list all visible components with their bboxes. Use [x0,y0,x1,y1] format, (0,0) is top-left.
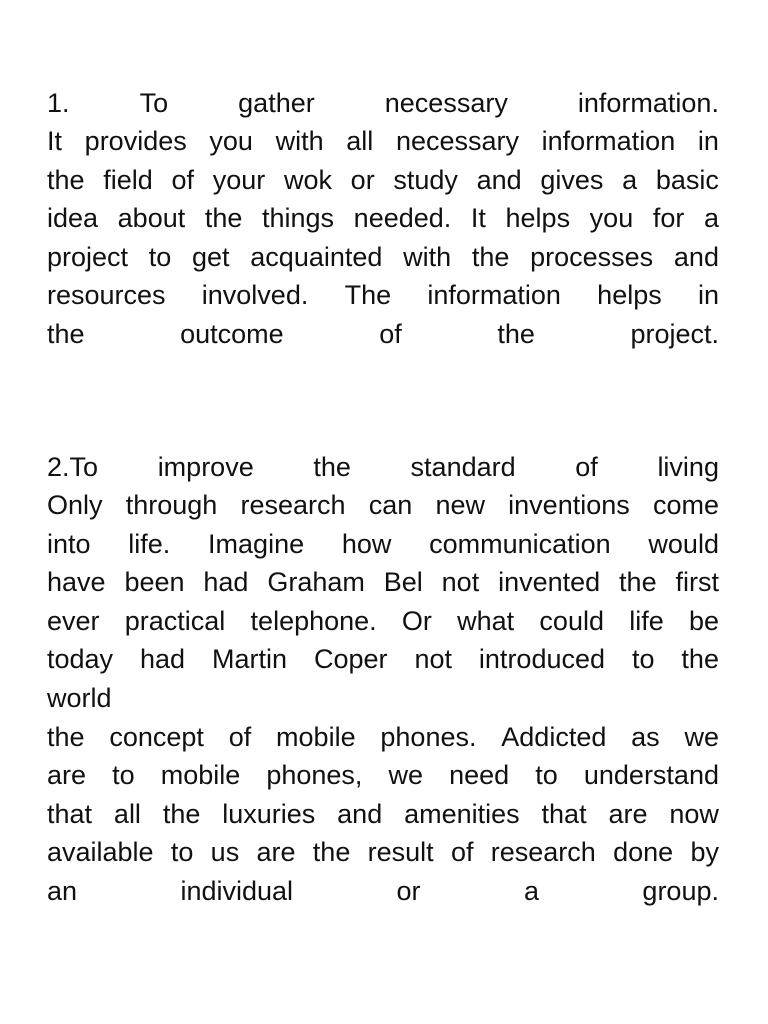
section-2-line [47,525,719,564]
word: information. [577,88,719,118]
word: into [47,529,91,559]
word: ever [47,606,100,636]
word: group. [642,876,719,906]
word: of [379,319,402,349]
word: the [471,242,510,272]
word: Coper [313,644,388,674]
word: gather [238,88,315,118]
word: or [350,165,375,195]
word: research [490,837,596,867]
word: today [47,644,114,674]
word: first [675,567,719,597]
word: To [139,88,169,118]
word: that [47,799,93,829]
word: things [262,203,335,233]
section-1-line [47,238,719,277]
word: and [476,165,522,195]
section-2-line [47,640,719,679]
word: result [367,837,434,867]
word: of [575,452,598,482]
word: life [629,606,664,636]
word: you [589,203,634,233]
word: helps [505,203,571,233]
word: the [619,567,657,597]
word: the [162,799,201,829]
word: by [690,837,719,867]
word: The [344,280,392,310]
word: with [275,126,324,156]
word: how [341,529,392,559]
word: us [210,837,240,867]
word: a [622,165,638,195]
word: new [435,490,485,520]
word: the [312,837,351,867]
word: It [470,203,486,233]
word: It [47,126,63,156]
word: are [256,837,296,867]
word: standard [410,452,516,482]
section-1-line [47,122,719,161]
word: would [648,529,719,559]
word: acquainted [250,242,383,272]
word: Martin [212,644,288,674]
word: Only [47,490,103,520]
word: are [47,760,87,790]
word: a [703,203,719,233]
word: we [388,760,424,790]
word: introduced [478,644,606,674]
section-2-line [47,795,719,834]
word: need [449,760,510,790]
word: to [148,242,172,272]
section-2-line [47,718,719,757]
word: involved. [201,280,309,310]
word: the [47,165,85,195]
word: all [113,799,141,829]
word: project [47,242,129,272]
word: improve [157,452,254,482]
word: life. [128,529,171,559]
word: luxuries [222,799,316,829]
word: project. [630,319,719,349]
section-2-line [47,486,719,525]
word: Bel [383,567,423,597]
word: the [497,319,535,349]
word: Or [401,606,432,636]
section-2-line [47,679,719,718]
word: all [346,126,374,156]
word: wok [283,165,332,195]
word: research [240,490,346,520]
word: communication [429,529,611,559]
section-1-line [47,315,719,354]
word: basic [655,165,719,195]
word: information [427,280,561,310]
word: mobile [160,760,241,790]
word: could [539,606,604,636]
section-2-line [47,602,719,641]
word: in [697,280,719,310]
word: amenities [404,799,520,829]
word: be [688,606,719,636]
word: are [608,799,648,829]
section-1-heading [47,84,719,123]
word: of [450,837,474,867]
word: outcome [180,319,284,349]
word: in [697,126,719,156]
word: understand [583,760,719,790]
word: individual [180,876,294,906]
word: to [170,837,194,867]
word: what [457,606,515,636]
word: about [117,203,186,233]
word: get [192,242,230,272]
word: as [631,722,660,752]
word: have [47,567,106,597]
word: the [681,644,719,674]
section-1-line [47,161,719,200]
word: not [414,644,452,674]
word: to [631,644,655,674]
word: now [669,799,719,829]
word: field [103,165,153,195]
word: and [673,242,719,272]
word: resources [47,280,166,310]
word: to [535,760,558,790]
word: not [441,567,480,597]
word: the [47,319,85,349]
word: inventions [508,490,630,520]
word: needed. [353,203,452,233]
word: living [657,452,719,482]
word: 2.To [47,452,99,482]
word: or [396,876,421,906]
word: of [171,165,195,195]
word: of [228,722,252,752]
word: telephone. [250,606,377,636]
word: mobile [276,722,356,752]
word: can [368,490,413,520]
word: concept [109,722,204,752]
section-1-line [47,276,719,315]
word: phones. [380,722,477,752]
word: idea [47,203,99,233]
section-2-line [47,563,719,602]
word: to [112,760,135,790]
word: had [140,644,186,674]
word: through [125,490,218,520]
section-2-line [47,756,719,795]
word: Addicted [501,722,607,752]
word: been [124,567,185,597]
word: Imagine [208,529,305,559]
word: had [203,567,249,597]
word: information [541,126,676,156]
word: come [652,490,719,520]
word: processes [530,242,654,272]
word: necessary [395,126,519,156]
word: provides [84,126,187,156]
word: your [212,165,266,195]
word: with [403,242,452,272]
word: the [204,203,243,233]
word: world [47,683,112,713]
section-2-heading [47,448,719,487]
word: you [209,126,253,156]
word: the [47,722,85,752]
word: the [313,452,351,482]
word: practical [124,606,226,636]
word: we [684,722,719,752]
section-1-line [47,199,719,238]
word: an [47,876,78,906]
word: necessary [384,88,508,118]
word: done [613,837,674,867]
word: study [393,165,458,195]
word: gives [540,165,604,195]
word: available [47,837,154,867]
section-2-line [47,833,719,872]
word: Graham [267,567,365,597]
word: and [337,799,383,829]
section-2-line [47,872,719,911]
word: helps [597,280,662,310]
word: invented [498,567,601,597]
word: 1. [47,88,70,118]
word: for [652,203,685,233]
word: a [523,876,539,906]
word: that [541,799,587,829]
word: phones, [266,760,363,790]
